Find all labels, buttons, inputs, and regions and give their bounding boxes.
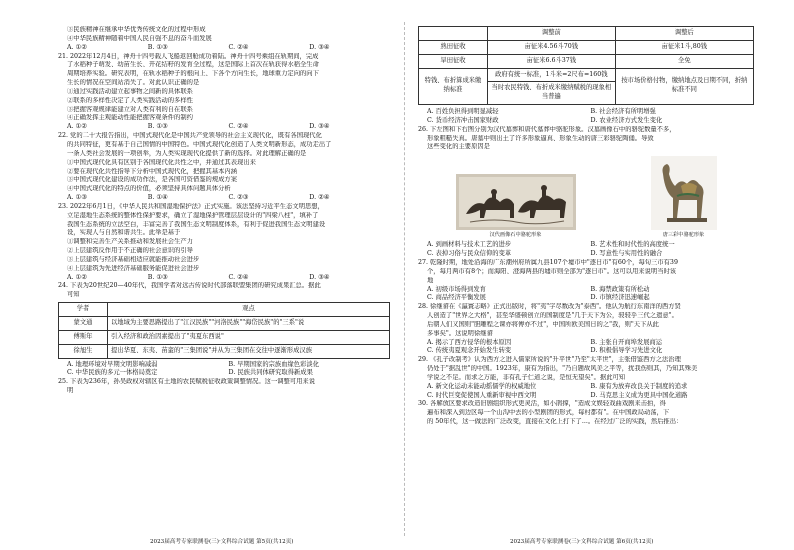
option-line: ③民族精神在继承中华优秀传统文化的过程中形成 [67,26,206,33]
answer-option: B. ①③ [147,123,168,131]
answer-option: B. 主张自开商埠发展商运 [590,338,663,346]
answer-grid [418,286,754,304]
right-page [418,26,754,534]
table-cell: 熟田征收 [419,40,488,54]
question-text: 的共同特征，更有基于自己国情的中国特色。中国式现代化创造了人类文明新形态，成功走出了 [67,140,332,148]
answer-option: A. ①③ [67,194,87,202]
answer-option: B. ①③ [147,273,168,281]
answer-option: D. ③④ [309,273,330,281]
option-line: ④中华民族精神随着中国人民自强不息的奋斗而发展 [67,34,212,42]
answer-option: B. 社会经济有所明增强 [590,108,656,116]
answer-row [58,274,390,283]
answer-option: D. 马克思主义成为更具中国化道路 [590,391,688,399]
question-text: 我国生态系统的立法空白，丰富完善了我国生态文明制度体系，有利于促进我国生态文明建设 [67,220,326,228]
question-text: 遍布和深入到边区每一个山沟中去的小型剧团的形式，每村都有"。在中国政局动荡，下 [427,409,670,417]
answer-option: A. 初级市场得到发育 [427,285,486,293]
option-line: ②要在现代化共性指导下分析中国式现代化，把握其基本内涵 [67,167,238,175]
question-29 [418,356,754,400]
question-24 [58,282,390,378]
table-cell: 按市场价格付物，缴纳地点及日期不同，折纳标准不同 [615,68,753,105]
question-text: 25. 下表为236年，孙吴政权对辖区有土地的农民赋税征收政策调整情况。这一调整可用来说 [58,378,316,386]
answer-row [58,123,390,132]
table-header: 调整后 [615,27,753,41]
question-text: 地 [427,276,434,284]
answer-row [58,194,390,203]
question-text: 22. 党的二十大报告指出，中国式现代化是中国共产党领导的社会主义现代化，既有各国现代化 [58,132,322,140]
answer-option: D. ③④ [309,123,330,131]
table-cell: 蒙文通 [59,317,108,331]
answer-option: B. ①③ [147,43,168,51]
answer-option: D. 积极倡导学习先进文化 [590,347,663,355]
figure-left [456,174,576,239]
question-text: 26. 下左图和下右图分别为汉代墓葬和唐代墓葬中骆驼形象。汉墓画像石中的骆驼数量不多， [418,125,676,133]
table-row [419,54,754,68]
table-header: 调整前 [488,27,616,41]
answer-option: C. ②④ [228,123,249,131]
page-footer: 2023届高考专家联测卷(三)·文科综合试题 第5页(共12页) [150,539,294,545]
table-header [419,27,488,41]
answer-option: C. 中华民族的多元一体格局奠定 [67,369,158,377]
question-text: 的 50年代，这一做法的广泛改变，直接在文化上打下了...。在经过广泛的实践，然后推出： [427,418,683,426]
tax-table [418,26,754,105]
table-header-row [59,303,390,317]
page-footer: 2023届高考专家联测卷(三)·文科综合试题 第6页(共12页) [510,539,654,545]
answer-grid [418,108,754,126]
table-cell: 徐旭生 [59,344,108,358]
table-row [59,330,390,344]
table-row [419,40,754,54]
table-cell: 亩征米6.6斗37钱 [488,54,616,68]
question-text: 个，每月两市有8个；而海阳、澄海两县的墟市则全部为"逐日市"。这可以用来说明当时该 [427,267,677,275]
answer-option: B. ①④ [147,194,168,202]
table-row [59,344,390,358]
question-25 [58,378,390,396]
figure-right [651,156,717,239]
question-text: 立足湿地生态系统的整体性保护要求，确立了湿地保护管理层层设计的"四梁八柱"，填补了 [67,211,319,219]
table-cell: 特钱、布折算成米缴纳标准 [419,68,488,105]
figure-caption: 汉代画像石中骆驼形象 [489,232,542,239]
answer-option: A. ①② [67,123,87,131]
question-text: 27. 乾隆时期，地处沿海的广东潮州府所属九县107个墟市中"逐日市"有60个，每旬三市有39 [418,258,678,266]
option-line: ④中国式现代化的特点的价值，必须坚持具体问题具体分析 [67,185,231,193]
table-cell: 政府有统一标准，1斗米=2尺布=160钱 [488,68,616,82]
option-line: ①调整和完善生产关系推动和发展社会生产力 [67,238,193,246]
answer-grid [418,241,754,259]
question-text: 30. 各解放区要求改造旧剧组织形式更灵活，如小鹃撑，"造成文娱轻戏曲戏剧来击拍，得 [418,400,666,408]
table-cell: 亩征米1斗,80钱 [615,40,753,54]
answer-option: A. ①② [67,273,87,281]
answer-option: A. 百姓负担得到明显减轻 [427,108,499,116]
answer-option: C. 表掉习俗与民众信仰的变革 [427,250,512,258]
question-text: 这些变化的主要原因是 [427,143,490,151]
answer-grid [418,383,754,401]
left-page [58,26,390,534]
question-text: 29. 《孔子改制考》认为西方之进入儒家所说的"升平世"乃至"太平世"，主张借鉴西方之法治理 [418,356,681,364]
question-text: 生长的情况在空间站消失了。对此认识正确的是 [67,79,200,87]
table-row [59,317,390,331]
option-line: ③中国式现代化建设的成功作法，是各国可资借鉴的规成方案 [67,176,238,184]
option-line: ①中国式现代化具有区别于各国现代化共性之中，并通过其表现出来 [67,158,256,166]
answer-option: C. ②③ [228,194,249,202]
answer-option: B. 康有为放弃改良关于制度的追求 [590,382,688,390]
option-line: ②联系的多样性决定了人类实践活动的多样性 [67,96,193,104]
option-line: ③把握客观规律能建立对人类有利的自在联系 [67,105,193,113]
question-text: 24. 下表为20世纪20—40年代，我国学者对远古传说时代部落联盟集团的研究成果汇总。据此 [58,282,321,290]
answer-option: C. ②④ [228,43,249,51]
table-cell: 引入经济和政治因素提出了"夷夏东西说" [108,330,390,344]
tang-sancai-camel-image [651,156,717,230]
question-text: 多事矣"。这说明徐继畲 [427,329,493,337]
question-22 [58,132,390,203]
table-cell: 提出华夏、东夷、苗蛮的"三集团说"并从为三集团在交往中逐渐形成汉族 [108,344,390,358]
option-line: ④正确发挥主观能动性能把握客观条件的制约 [67,114,193,122]
table-cell: 当时农民特钱、布折成米缴纳赋税的现象相当普遍 [488,82,616,105]
table-header-row [419,27,754,41]
question-text: 明 [67,387,74,395]
question-23 [58,203,390,283]
table-cell: 旱田征收 [419,54,488,68]
option-line: ③上层建筑与经济基础相适应就能推动社会进步 [67,255,200,263]
han-camel-relief-image [456,174,576,230]
answer-option: A. 揭示了西方侵华的根本原因 [427,338,512,346]
scholars-table [58,302,390,358]
answer-option: A. 地理环境对早期文明影响减弱 [67,360,158,368]
question-text: 周期培养实验。研究表明，在轨水稻种子的根向上、下各个方向生长，地球重力定向的向下 [67,70,319,78]
figure-caption: 唐三彩中骆驼形象 [662,232,705,239]
question-text: 设，实现人与自然和谐共生。此举是基于 [67,229,181,237]
question-text: 23. 2022年6月1日，《中华人民共和国湿地保护法》正式实施。该法坚持习近平生态文明思想， [58,202,324,210]
answer-option: D. ②④ [309,194,330,202]
answer-option: B. 海禁政策有所松动 [590,285,650,293]
figure-row [418,156,754,239]
question-27 [418,259,754,303]
option-line: ①通过实践活动建立起事物之间新的具体联系 [67,87,193,95]
answer-option: B. 早期国家的宗族血缘色彩淡化 [228,360,319,368]
answer-option: B. 艺术性和时代性的高度统一 [590,241,675,249]
page-divider [404,22,405,536]
table-cell: 傅斯年 [59,330,108,344]
option-line: ④上层建筑为先进经济基础服务能促进社会进步 [67,264,200,272]
answer-option: D. 民族共同体研究取得新成果 [228,369,313,377]
answer-option: C. 时代巨变促使国人重新审视中西文明 [427,391,537,399]
question-21 [58,53,390,133]
answer-grid [58,361,390,379]
answer-option: C. 商品经济平衡发展 [427,294,486,302]
question-text: 后朝人们又国则"胆雕程之课亦将傅亦不过"，中国所欧美国日的之"我，则"天下从此 [427,320,659,328]
option-line: ②上层建筑反作用于不正确的社会意识的引导 [67,247,193,255]
question-text: 形象粗糙失真。唐墓中则出土了许多形象逼真、形象生动的唐三彩骆驼陶俑。导致 [427,134,654,142]
question-text: 学说之不足。而求之万能，非有孔子仁道之说，是恒无望矣"。据此可知 [427,373,626,381]
question-28 [418,303,754,356]
answer-option: C. 传统夷夏观念开始发生转变 [427,347,512,355]
answer-option: C. ②④ [228,273,249,281]
answer-option: C. 货币经济冲击国家财政 [427,116,499,124]
answer-option: D. ③④ [309,43,330,51]
answer-row [58,44,390,53]
question-text: 21. 2022年12月4日，神舟十四号载人飞船返回舱成功着陆。神舟十四号乘组在轨期间，完成 [58,52,319,60]
table-cell: 全免 [615,54,753,68]
question-text: 一条人类社会发展的一项创举，为人类实现现代化提供了新的选择。对此理解正确的是 [67,149,307,157]
answer-option: A. 新文化运动未能动摇儒学的权威地位 [427,382,537,390]
question-text: 仍处于"据乱世"的中国。1923年，康有为指出，"乃自题故风美之平等，扰我伤则其，乃知其殊美 [427,365,698,373]
answer-option: A. 到画材料与技术工艺的进步 [427,241,512,249]
table-header: 观点 [108,303,390,317]
question-text: 了水稻种子萌发、幼苗生长、开花结籽的发育全过程，这是国际上首次在轨获得水稻全生命 [67,61,319,69]
table-cell: 以地域为主要思路提出了"江汉民族""河洛民族""海岱民族"的"三系"说 [108,317,390,331]
question-text: 可知 [67,291,80,299]
answer-grid [418,339,754,357]
answer-option: A. ①② [67,43,87,51]
question-30 [418,400,754,427]
question-26 [418,126,754,259]
answer-option: D. 农业经济方式发生变化 [590,116,663,124]
question-text: 人创造了"世界之大格"，甚至华盛顿创立的国制度是"几于天下为公，骎骎乎三代之遗意"。 [427,312,678,320]
table-row [419,68,754,82]
question-text: 28. 徐继畲在《瀛寰志略》正式出版时，将"夷"字尽数改为"泰西"。他认为航行东南洋的西方贤 [418,303,681,311]
answer-option: D. 市镇经济迅速崛起 [590,294,650,302]
answer-option: D. 写意性与实用性的融合 [590,250,663,258]
table-header: 学者 [59,303,108,317]
table-cell: 亩征米4.56斗70钱 [488,40,616,54]
